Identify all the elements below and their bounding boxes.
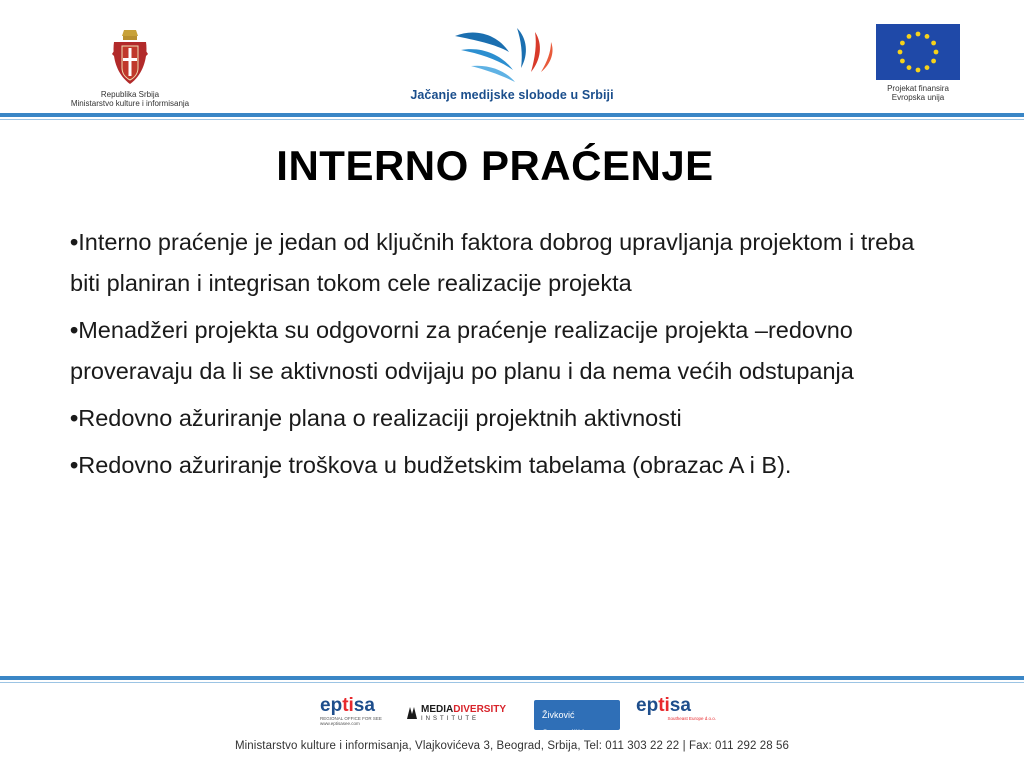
bullet-list (70, 222, 950, 492)
slide-title: INTERNO PRAĆENJE (276, 142, 714, 189)
coat-of-arms-icon (110, 28, 150, 88)
header-divider (0, 113, 1024, 117)
eptisa-southeast-subtext: Southeast Europe d.o.o. (667, 716, 716, 721)
eu-funding-logo (872, 24, 964, 108)
eptisa-accent: ti (342, 695, 354, 716)
mdi-word-media: MEDIA (421, 704, 454, 715)
zivkovic-samardzic-logo (534, 700, 620, 736)
zivkovic-samardzic-label: Živković Samardžić (534, 700, 620, 730)
footer-divider-thin (0, 682, 1024, 683)
eu-logo-line2: Evropska unija (891, 93, 945, 102)
bullet-text: Menadžeri projekta su odgovorni za praćenje realizacije projekta –redovno proveravaju da li se aktivnosti odvijaju po planu i da nema većih odstupanja (70, 317, 854, 384)
serbia-ministry-logo (62, 28, 198, 108)
eptisa-regional-logo (320, 696, 400, 732)
eptisa-accent: ti (658, 695, 670, 716)
footer-partner-logos (0, 695, 1024, 738)
mdi-word-diversity: DIVERSITY (453, 704, 507, 715)
project-logo (392, 24, 632, 106)
bullet-text: Redovno ažuriranje plana o realizaciji projektnih aktivnosti (78, 405, 682, 431)
footer-contact: Ministarstvo kulture i informisanja, Vlajkovićeva 3, Beograd, Srbija, Tel: 011 303 22 22 | Fax: 011 292 28 56 (234, 740, 790, 752)
mdi-mark-icon (406, 706, 418, 720)
header-divider-thin (0, 119, 1024, 120)
bullet-item (70, 310, 950, 392)
eu-logo-line1: Projekat finansira (887, 84, 949, 93)
eptisa-southeast-logo (636, 696, 716, 732)
media-diversity-logo (406, 696, 520, 732)
eptisa-suffix: sa (353, 695, 375, 716)
bullet-item (70, 222, 950, 304)
eptisa-prefix: ep (636, 695, 659, 716)
wave-bird-logo-icon (447, 24, 577, 84)
eptisa-prefix: ep (320, 695, 343, 716)
bullet-icon: • (70, 317, 79, 343)
bullet-text: Interno praćenje je jedan od ključnih faktora dobrog upravljanja projektom i treba biti planiran i integrisan tokom cele realizacije projekta (70, 229, 915, 296)
bullet-icon: • (70, 405, 79, 431)
serbia-logo-line2: Ministarstvo kulture i informisanja (70, 99, 190, 108)
mdi-institute: INSTITUTE (421, 716, 479, 722)
bullet-icon: • (70, 452, 79, 478)
bullet-text: Redovno ažuriranje troškova u budžetskim tabelama (obrazac A i B). (78, 452, 792, 478)
serbia-logo-line1: Republika Srbija (100, 90, 160, 99)
bullet-item (70, 445, 950, 486)
footer-divider (0, 676, 1024, 680)
bullet-item (70, 398, 950, 439)
project-logo-text: Jačanje medijske slobode u Srbiji (410, 88, 614, 102)
eu-flag-icon (876, 24, 960, 80)
bullet-icon: • (70, 229, 79, 255)
eptisa-regional-subtext: REGIONAL OFFICE FOR SEE www.eptisasee.com (320, 716, 382, 726)
eptisa-suffix: sa (669, 695, 691, 716)
